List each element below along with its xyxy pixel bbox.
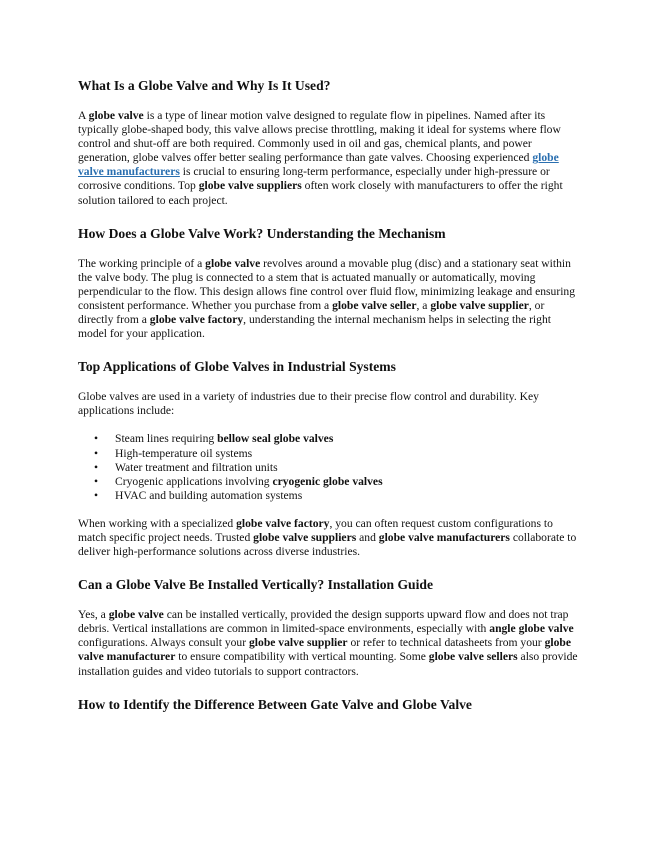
text-run: is crucial to ensuring long-term performance, especially under high-pressure or corrosive conditions. Top xyxy=(78,165,550,193)
text-run: collaborate to deliver high-performance solutions across diverse industries. xyxy=(78,530,577,559)
bold-term: globe valve manufacturers xyxy=(378,530,510,544)
bold-term: bellow seal globe valves xyxy=(217,432,334,446)
paragraph-what-is xyxy=(78,109,578,208)
heading-how-does-it-work: How Does a Globe Valve Work? Understanding the Mechanism xyxy=(78,225,446,241)
text-run: , a xyxy=(416,298,431,312)
bold-term: globe valve factory xyxy=(149,313,244,327)
text-run: The working principle of a xyxy=(78,256,206,270)
paragraph-installation xyxy=(78,608,578,678)
bold-term: globe valve factory xyxy=(236,516,330,530)
list-item xyxy=(78,432,578,446)
document-content xyxy=(78,78,578,713)
list-item xyxy=(78,475,578,489)
text-run: High-temperature oil systems xyxy=(115,446,253,460)
text-run: revolves around a movable plug (disc) and a stationary seat within the valve body. The plug is connected to a stem that is actuated manually or automatically, moving perpendicular to the flow. This design allows fine control over fluid flow, minimizing leakage and ensuring consistent performance. Whether you purchase from a xyxy=(78,256,576,312)
text-run: HVAC and building automation systems xyxy=(115,488,303,502)
text-run: Cryogenic applications involving xyxy=(115,474,273,488)
paragraph-mechanism xyxy=(78,257,578,342)
applications-list xyxy=(78,432,578,502)
bold-term: globe valve xyxy=(205,256,261,270)
text-run: Yes, a xyxy=(78,608,109,622)
bold-term: cryogenic globe valves xyxy=(272,474,383,488)
list-item xyxy=(78,489,578,503)
text-run: to ensure compatibility with vertical mounting. Some xyxy=(175,650,429,664)
text-run: is a type of linear motion valve designed to regulate flow in pipelines. Named after its typically globe-shaped body, this valve allows precise throttling, making it ideal for systems where flow control and shut-off are both required. Commonly used in oil and gas, chemical plants, and power generation, globe valves offer better sealing performance than gate valves. Choosing experienced xyxy=(78,109,561,165)
bold-term: globe valve sellers xyxy=(428,650,518,664)
bold-term: globe valve manufacturer xyxy=(78,636,571,664)
bold-term: angle globe valve xyxy=(489,622,574,636)
bold-term: globe valve suppliers xyxy=(198,179,302,193)
text-run: When working with a specialized xyxy=(78,516,237,530)
bold-term: globe valve supplier xyxy=(430,298,529,312)
text-run: , you can often request custom configurations to match specific project needs. Trusted xyxy=(78,516,553,544)
text-run: Water treatment and filtration units xyxy=(115,460,278,474)
text-run: can be installed vertically, provided the design supports upward flow and does not trap debris. Vertical installations are common in limited-space environments, especially with xyxy=(78,608,569,636)
bold-term: globe valve suppliers xyxy=(253,530,357,544)
heading-top-applications: Top Applications of Globe Valves in Industrial Systems xyxy=(78,359,396,375)
text-run: often work closely with manufacturers to offer the right solution tailored to each project. xyxy=(78,179,563,207)
bold-term: globe valve xyxy=(108,608,164,622)
list-item xyxy=(78,447,578,461)
text-run: also provide installation guides and video tutorials to support contractors. xyxy=(78,650,578,678)
list-item xyxy=(78,461,578,475)
paragraph-applications-intro xyxy=(78,390,578,418)
heading-vertical-installation: Can a Globe Valve Be Installed Vertically? Installation Guide xyxy=(78,577,433,593)
text-run: and xyxy=(356,530,379,544)
heading-what-is-globe-valve: What Is a Globe Valve and Why Is It Used? xyxy=(78,78,331,93)
text-run: Globe valves are used in a variety of industries due to their precise flow control and durability. Key applications include: xyxy=(78,390,539,418)
text-run: configurations. Always consult your xyxy=(78,636,249,650)
text-run: , understanding the internal mechanism helps in selecting the right model for your application. xyxy=(78,313,551,341)
bold-term: globe valve supplier xyxy=(249,636,348,650)
heading-gate-vs-globe: How to Identify the Difference Between Gate Valve and Globe Valve xyxy=(78,696,472,712)
text-run: or refer to technical datasheets from your xyxy=(347,636,545,650)
text-run: A xyxy=(78,109,89,122)
globe-valve-manufacturers-link[interactable]: globe valve manufacturers xyxy=(78,151,559,179)
text-run: Steam lines requiring xyxy=(115,432,218,446)
bold-term: globe valve xyxy=(88,109,144,122)
text-run: , or directly from a xyxy=(78,298,545,327)
bold-term: globe valve seller xyxy=(332,298,417,312)
paragraph-applications-after xyxy=(78,517,578,559)
